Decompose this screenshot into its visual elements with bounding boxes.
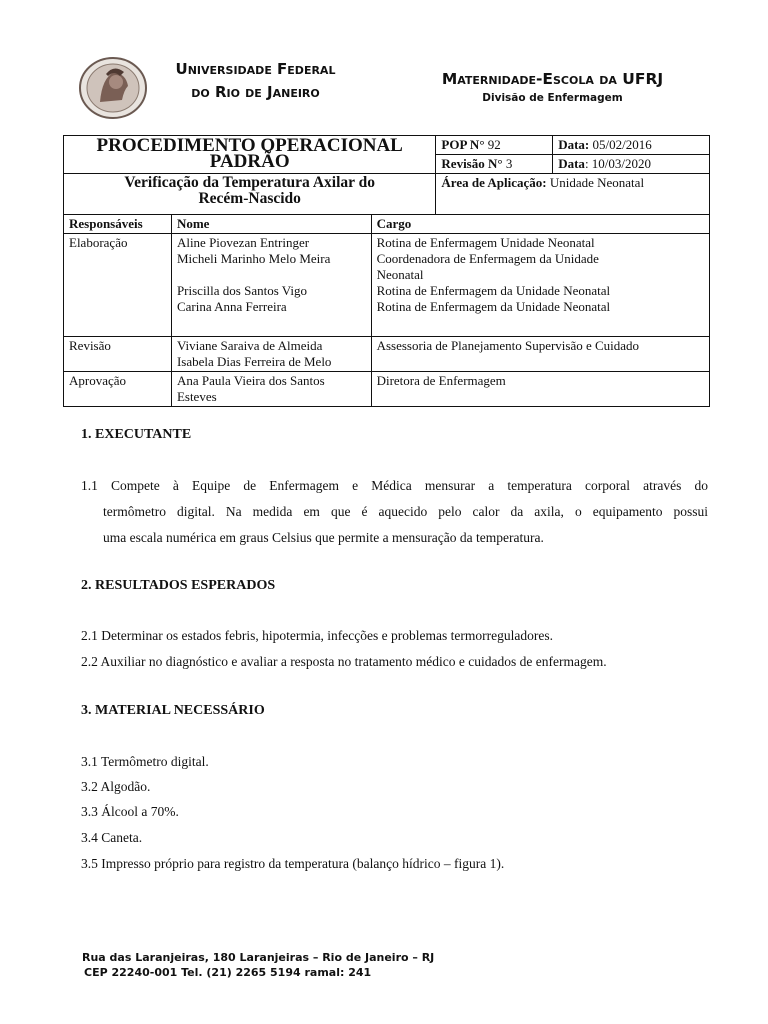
footer-contact: CEP 22240-001 Tel. (21) 2265 5194 ramal: 241 <box>84 966 372 979</box>
pop-title-line-2: PADRÃO <box>209 151 290 172</box>
university-line-2: do Rio de Janeiro <box>191 83 320 101</box>
names-aprovacao <box>171 372 371 407</box>
section-3-item: 3.3 Álcool a 70%. <box>81 804 179 819</box>
section-3-item: 3.4 Caneta. <box>81 830 143 845</box>
pop-number-label: POP N° <box>441 137 485 152</box>
paragraph-line: uma escala numérica em graus Celsius que permite a mensuração da temperatura. <box>103 530 544 545</box>
revision-number-cell <box>436 155 553 174</box>
position-line: Neonatal <box>376 267 424 282</box>
university-seal-icon <box>78 56 148 120</box>
col-cargo: Cargo <box>371 215 709 234</box>
section-3-title: 3. MATERIAL NECESSÁRIO <box>81 703 265 718</box>
revision-date-label: Data <box>558 156 585 171</box>
section-2-item: 2.1 Determinar os estados febris, hipotermia, infecções e problemas termorreguladores. <box>81 628 553 643</box>
col-nome: Nome <box>171 215 371 234</box>
names-revisao <box>171 337 371 372</box>
procedure-title <box>64 174 436 215</box>
position-line: Rotina de Enfermagem da Unidade Neonatal <box>376 299 611 314</box>
section-1-paragraph <box>81 473 708 551</box>
revisao-row <box>64 337 710 372</box>
pop-title-line-1: PROCEDIMENTO OPERACIONAL <box>96 135 403 156</box>
name-line: Aline Piovezan Entringer <box>176 235 310 250</box>
pop-title <box>64 136 436 174</box>
revision-number-label: Revisão N° <box>441 156 503 171</box>
name-line: Ana Paula Vieira dos Santos <box>176 373 325 388</box>
role-revisao: Revisão <box>64 337 172 372</box>
name-spacer <box>177 267 366 283</box>
pop-date-cell <box>553 136 710 155</box>
position-line: Coordenadora de Enfermagem da Unidade <box>376 251 599 266</box>
area-label: Área de Aplicação: <box>441 175 547 190</box>
revision-date-value: : 10/03/2020 <box>584 156 652 171</box>
section-3-item: 3.5 Impresso próprio para registro da temperatura (balanço hídrico – figura 1). <box>81 856 505 871</box>
positions-revisao <box>371 337 709 372</box>
responsibles-header-row <box>64 215 710 234</box>
section-3-item: 3.1 Termômetro digital. <box>81 754 209 769</box>
area-value: Unidade Neonatal <box>549 175 645 190</box>
positions-elaboracao <box>371 234 709 337</box>
footer-address: Rua das Laranjeiras, 180 Laranjeiras – Rio de Janeiro – RJ <box>82 951 435 964</box>
revision-date-cell <box>553 155 710 174</box>
role-elaboracao: Elaboração <box>64 234 172 337</box>
name-line: Priscilla dos Santos Vigo <box>176 283 308 298</box>
aprovacao-row <box>64 372 710 407</box>
elaboracao-row <box>64 234 710 337</box>
position-line: Rotina de Enfermagem da Unidade Neonatal <box>376 283 611 298</box>
name-line: Esteves <box>176 389 217 404</box>
pop-date-value: 05/02/2016 <box>592 137 652 152</box>
procedure-title-line-1: Verificação da Temperatura Axilar do <box>124 174 375 191</box>
division-name: Divisão de Enfermagem <box>482 92 623 104</box>
procedure-title-line-2: Recém-Nascido <box>198 190 301 207</box>
position-line: Rotina de Enfermagem Unidade Neonatal <box>376 235 595 250</box>
name-line: Isabela Dias Ferreira de Melo <box>176 354 332 369</box>
pop-number-value: 92 <box>487 137 501 152</box>
section-1-title: 1. EXECUTANTE <box>81 427 192 442</box>
role-aprovacao: Aprovação <box>64 372 172 407</box>
position-line: Assessoria de Planejamento Supervisão e Cuidado <box>376 338 640 353</box>
name-line: Micheli Marinho Melo Meira <box>176 251 331 266</box>
university-line-1: Universidade Federal <box>175 60 336 78</box>
pop-date-label: Data: <box>558 137 590 152</box>
section-2-title: 2. RESULTADOS ESPERADOS <box>81 578 276 593</box>
section-2-item: 2.2 Auxiliar no diagnóstico e avaliar a resposta no tratamento médico e cuidados de enfermagem. <box>81 654 607 669</box>
area-cell <box>436 174 710 215</box>
pop-subtitle-row <box>64 174 710 215</box>
name-line: Carina Anna Ferreira <box>176 299 287 314</box>
paragraph-line: termômetro digital. Na medida em que é aquecido pelo calor da axila, o equipamento possui <box>103 504 708 519</box>
names-elaboracao <box>171 234 371 337</box>
maternity-name: Maternidade-Escola da UFRJ <box>441 70 664 88</box>
paragraph-line: 1.1 Compete à Equipe de Enfermagem e Médica mensurar a temperatura corporal através do <box>81 478 708 493</box>
section-3-item: 3.2 Algodão. <box>81 779 151 794</box>
university-name <box>148 58 363 104</box>
pop-title-row <box>64 136 710 155</box>
pop-info-table <box>63 135 710 407</box>
name-line: Viviane Saraiva de Almeida <box>176 338 323 353</box>
pop-number-cell <box>436 136 553 155</box>
positions-aprovacao <box>371 372 709 407</box>
revision-number-value: 3 <box>505 156 513 171</box>
position-line: Diretora de Enfermagem <box>376 373 506 388</box>
col-responsaveis: Responsáveis <box>64 215 172 234</box>
